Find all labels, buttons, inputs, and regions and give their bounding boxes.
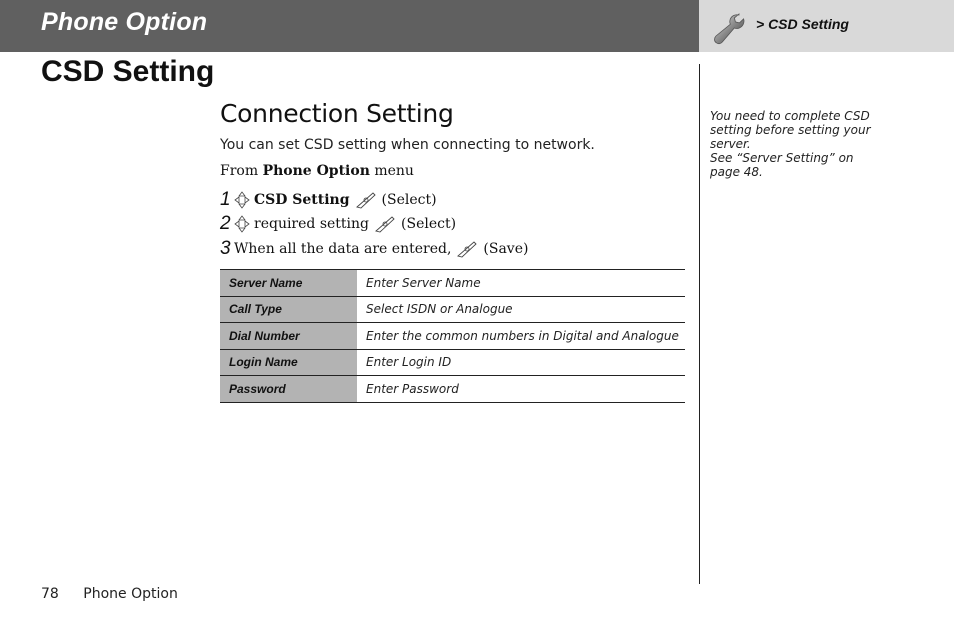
nav-key-icon [234,215,250,233]
from-menu-line [220,163,414,179]
step-bold-text: CSD Setting [254,192,350,208]
side-note-line: You need to complete CSD setting before setting your server. [710,109,871,151]
softkey-icon [374,215,396,233]
softkey-icon [355,191,377,209]
side-note-reference[interactable]: See “Server Setting” on page 48. [710,151,854,179]
row-label: Call Type [220,296,357,323]
table-row [220,376,685,403]
step-number: 3 [220,238,231,259]
row-label: Server Name [220,270,357,297]
row-label: Dial Number [220,323,357,350]
footer [41,586,178,602]
side-note [710,109,885,179]
breadcrumb[interactable]: > CSD Setting [756,16,849,32]
step-action: (Select) [401,216,457,232]
step-number: 1 [220,189,231,210]
step-text: required setting [254,216,370,232]
section-heading: Connection Setting [220,99,454,128]
page-title: CSD Setting [41,55,215,88]
step-2 [220,213,456,235]
row-label: Login Name [220,349,357,376]
intro-text: You can set CSD setting when connecting to network. [220,137,595,153]
softkey-icon [456,240,478,258]
step-number: 2 [220,213,231,234]
header-breadcrumb-area [699,0,954,52]
row-value: Enter Password [357,376,685,403]
footer-section: Phone Option [83,586,178,602]
row-value: Enter the common numbers in Digital and Analogue [357,323,685,350]
from-prefix: From [220,163,259,179]
table-row [220,296,685,323]
row-value: Select ISDN or Analogue [357,296,685,323]
row-label: Password [220,376,357,403]
from-suffix: menu [374,163,414,179]
header-bar [0,0,699,52]
step-action: (Select) [381,192,437,208]
column-divider [699,64,700,584]
row-value: Enter Server Name [357,270,685,297]
step-text: When all the data are entered, [234,241,452,257]
table-row [220,270,685,297]
step-3 [220,238,528,260]
table-row [220,349,685,376]
page-number: 78 [41,586,59,602]
wrench-icon [711,11,747,47]
from-menu-name: Phone Option [262,163,370,179]
step-1 [220,189,437,211]
settings-table [220,269,685,403]
nav-key-icon [234,191,250,209]
header-section-title: Phone Option [41,8,208,36]
table-row [220,323,685,350]
row-value: Enter Login ID [357,349,685,376]
step-action: (Save) [483,241,529,257]
